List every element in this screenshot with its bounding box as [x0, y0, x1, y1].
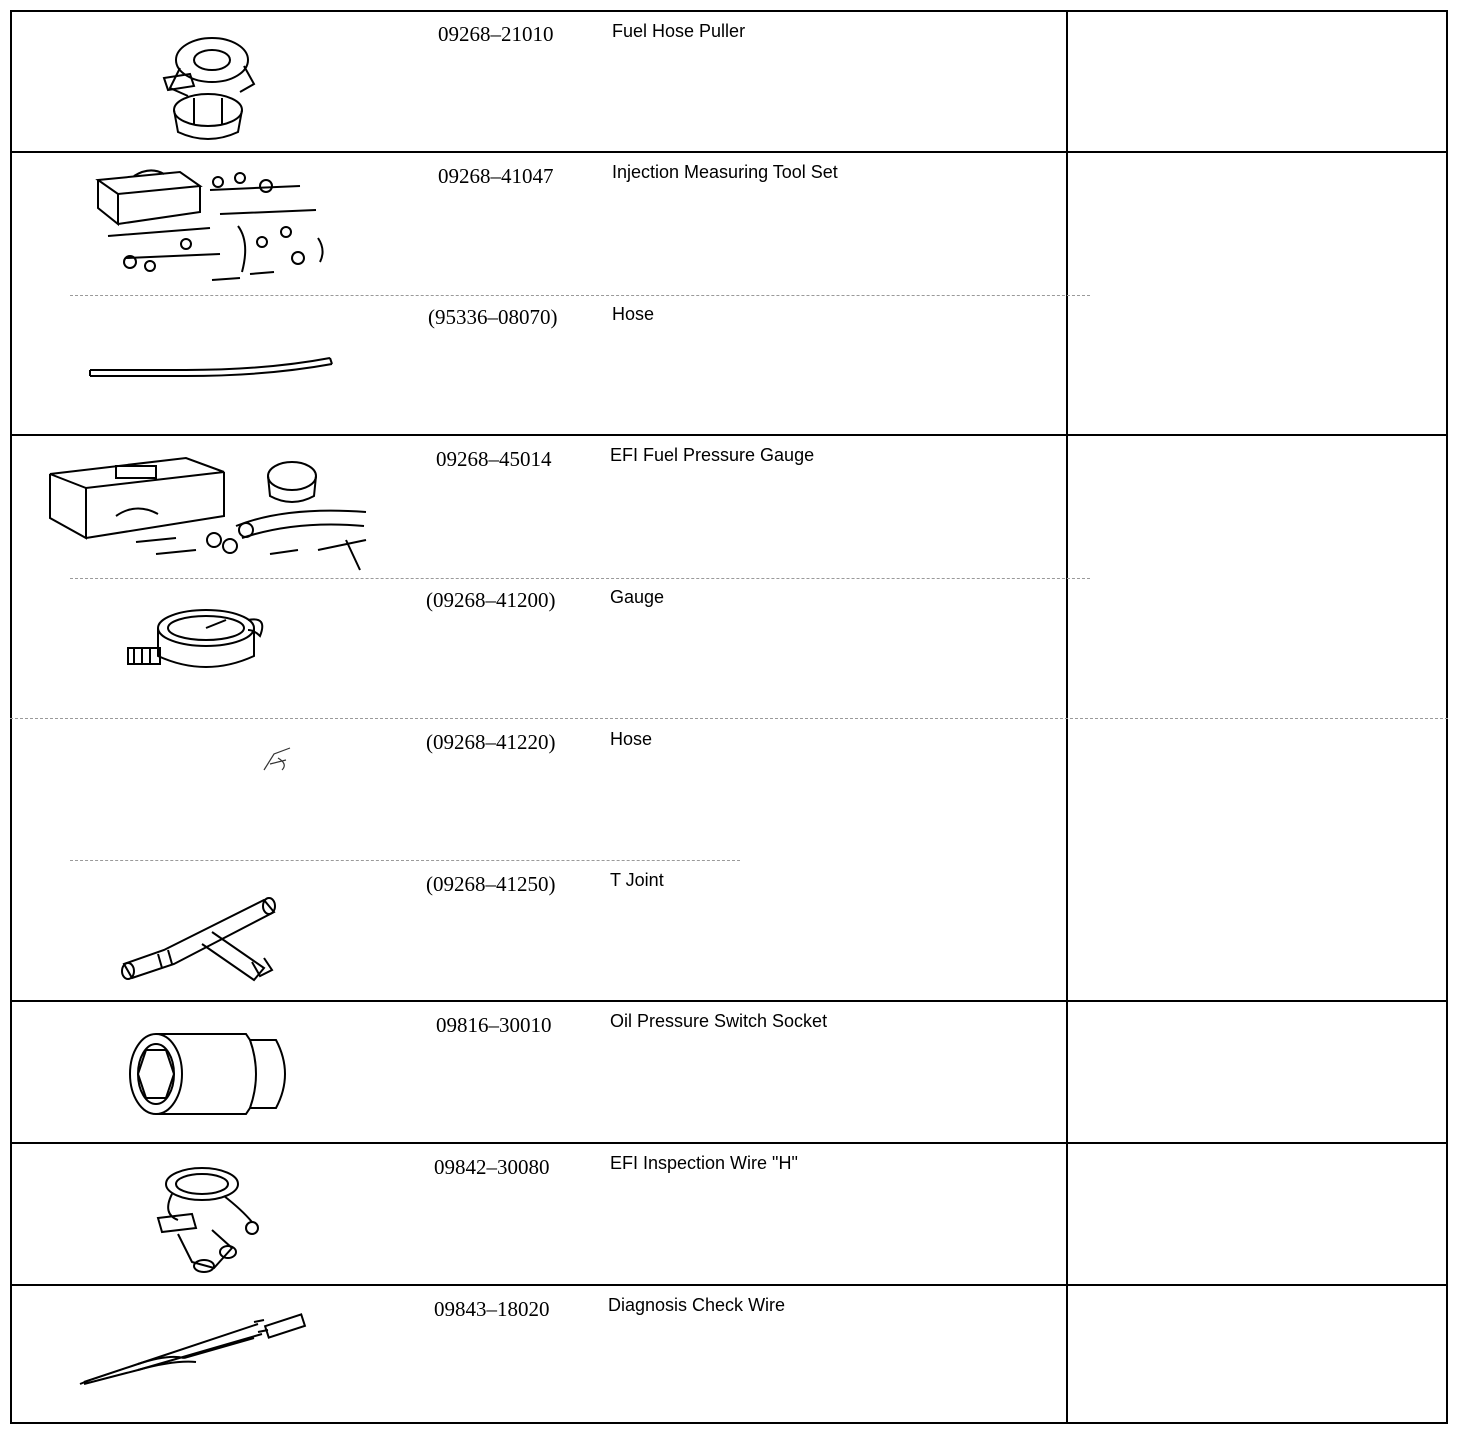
fuel-hose-puller-icon: [150, 28, 270, 143]
socket-icon: [126, 1030, 298, 1118]
tool-name: Oil Pressure Switch Socket: [610, 1011, 828, 1031]
tool-name: EFI Fuel Pressure Gauge: [610, 445, 815, 465]
gauge-kit-case-icon: [46, 446, 376, 576]
inspection-wire-icon: [152, 1158, 268, 1278]
row-divider: [10, 1142, 1448, 1144]
row-divider: [10, 434, 1448, 436]
special-service-tools-table: [10, 10, 1448, 1424]
tool-name: Gauge: [610, 587, 665, 607]
part-number: 09843–18020: [434, 1297, 550, 1321]
check-wire-icon: [78, 1310, 310, 1390]
column-divider: [1066, 10, 1068, 1424]
tool-name: Injection Measuring Tool Set: [612, 162, 838, 182]
part-number: 09842–30080: [434, 1155, 550, 1179]
sub-row-divider: [70, 295, 1090, 296]
tool-name: EFI Inspection Wire "H": [610, 1153, 798, 1173]
tool-name: Fuel Hose Puller: [612, 21, 746, 41]
hose-fragment-icon: [260, 744, 300, 774]
part-number: (09268–41220): [426, 730, 556, 754]
part-number: 09816–30010: [436, 1013, 552, 1037]
row-divider: [10, 1000, 1448, 1002]
hose-icon: [86, 350, 336, 380]
row-divider: [10, 151, 1448, 153]
tool-name: T Joint: [610, 870, 664, 890]
part-number: 09268–45014: [436, 447, 552, 471]
part-number: 09268–41047: [438, 164, 554, 188]
pressure-gauge-icon: [122, 606, 268, 676]
part-number: 09268–21010: [438, 22, 554, 46]
sub-row-divider: [70, 860, 740, 861]
row-divider: [10, 1284, 1448, 1286]
sub-row-divider: [10, 718, 1448, 719]
tool-name: Diagnosis Check Wire: [608, 1295, 786, 1315]
tool-name: Hose: [612, 304, 655, 324]
tool-set-case-icon: [90, 162, 340, 292]
sub-row-divider: [70, 578, 1090, 579]
part-number: (09268–41250): [426, 872, 556, 896]
t-joint-icon: [114, 882, 286, 988]
tool-name: Hose: [610, 729, 653, 749]
part-number: (95336–08070): [428, 305, 558, 329]
part-number: (09268–41200): [426, 588, 556, 612]
